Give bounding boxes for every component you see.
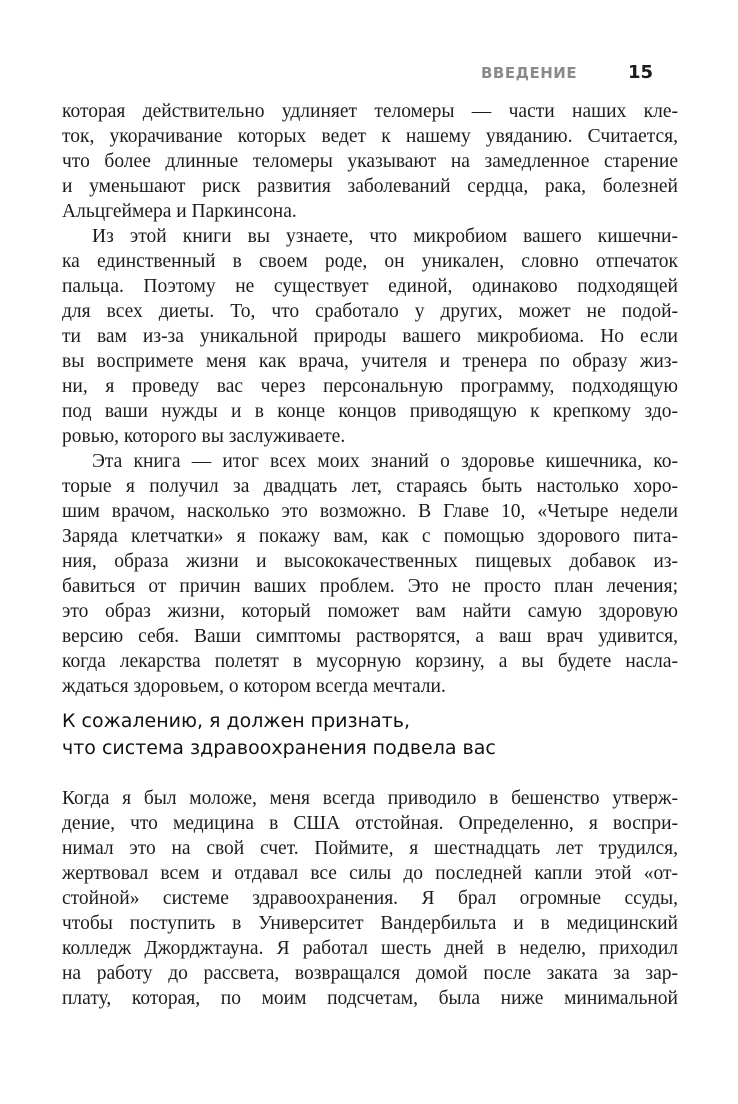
text-line: ни, я проведу вас через персональную программу, подходящую — [62, 376, 678, 397]
text-line: ти вам из-за уникальной природы вашего микробиома. Но если — [62, 326, 678, 347]
text-line: ка единственный в своем роде, он уникален, словно отпечаток — [62, 251, 678, 272]
text-line: Эта книга — итог всех моих знаний о здоровье кишечника, ко- — [92, 451, 678, 472]
text-line: которая действительно удлиняет теломеры — части наших кле- — [62, 101, 678, 122]
text-line: торые я получил за двадцать лет, стараясь быть настолько хоро- — [62, 476, 678, 497]
paragraph — [62, 449, 678, 699]
text-line: и уменьшают риск развития заболеваний сердца, рака, болезней — [62, 176, 678, 197]
text-line: колледж Джорджтауна. Я работал шесть дней в неделю, приходил — [62, 938, 678, 959]
heading-line: что система здравоохранения подвела вас — [62, 737, 496, 759]
text-line: для всех диеты. То, что сработало у других, может не подой- — [62, 301, 678, 322]
text-line: нимал это на свой счет. Поймите, я шестнадцать лет трудился, — [62, 838, 678, 859]
text-line: дение, что медицина в США отстойная. Определенно, я воспри- — [62, 813, 678, 834]
paragraph — [62, 224, 678, 449]
text-line: что более длинные теломеры указывают на замедленное старение — [62, 151, 678, 172]
running-header — [0, 62, 738, 86]
body-text-after-heading — [62, 786, 678, 1011]
heading-line: К сожалению, я должен признать, — [62, 710, 410, 732]
text-line: стойной» системе здравоохранения. Я брал огромные ссуды, — [62, 888, 678, 909]
paragraph — [62, 99, 678, 224]
text-line: вы воспримете меня как врача, учителя и тренера по образу жиз- — [62, 351, 678, 372]
text-line: когда лекарства полетят в мусорную корзину, а вы будете насла- — [62, 651, 678, 672]
text-line: на работу до рассвета, возвращался домой после заката за зар- — [62, 963, 678, 984]
paragraph — [62, 786, 678, 1011]
text-line: Когда я был моложе, меня всегда приводило в бешенство утверж- — [62, 788, 678, 809]
text-line: под ваши нужды и в конце концов приводящую к крепкому здо- — [62, 401, 678, 422]
text-line: Альцгеймера и Паркинсона. — [62, 201, 297, 222]
text-line: версию себя. Ваши симптомы растворятся, а ваш врач удивится, — [62, 626, 678, 647]
text-line: пальца. Поэтому не существует единой, одинаково подходящей — [62, 276, 678, 297]
text-line: ровью, которого вы заслуживаете. — [62, 426, 346, 447]
text-line: ждаться здоровьем, о котором всегда мечтали. — [62, 676, 446, 697]
text-line: бавиться от причин ваших проблем. Это не просто план лечения; — [62, 576, 678, 597]
text-line: Заряда клетчатки» я покажу вам, как с помощью здорового пита- — [62, 526, 678, 547]
text-line: Из этой книги вы узнаете, что микробиом вашего кишечни- — [92, 226, 678, 247]
page-number: 15 — [628, 62, 654, 83]
text-line: ния, образа жизни и высококачественных пищевых добавок из- — [62, 551, 678, 572]
text-line: чтобы поступить в Университет Вандербильта и в медицинский — [62, 913, 678, 934]
text-line: жертвовал всем и отдавал все силы до последней капли этой «от- — [62, 863, 678, 884]
section-heading — [62, 708, 496, 762]
text-line: это образ жизни, который поможет вам найти самую здоровую — [62, 601, 678, 622]
text-line: шим врачом, насколько это возможно. В Главе 10, «Четыре недели — [62, 501, 678, 522]
section-title: ВВЕДЕНИЕ — [481, 64, 578, 82]
body-text-before-heading — [62, 99, 678, 699]
text-line: плату, которая, по моим подсчетам, была ниже минимальной — [62, 988, 678, 1009]
text-line: ток, укорачивание которых ведет к нашему увяданию. Считается, — [62, 126, 678, 147]
